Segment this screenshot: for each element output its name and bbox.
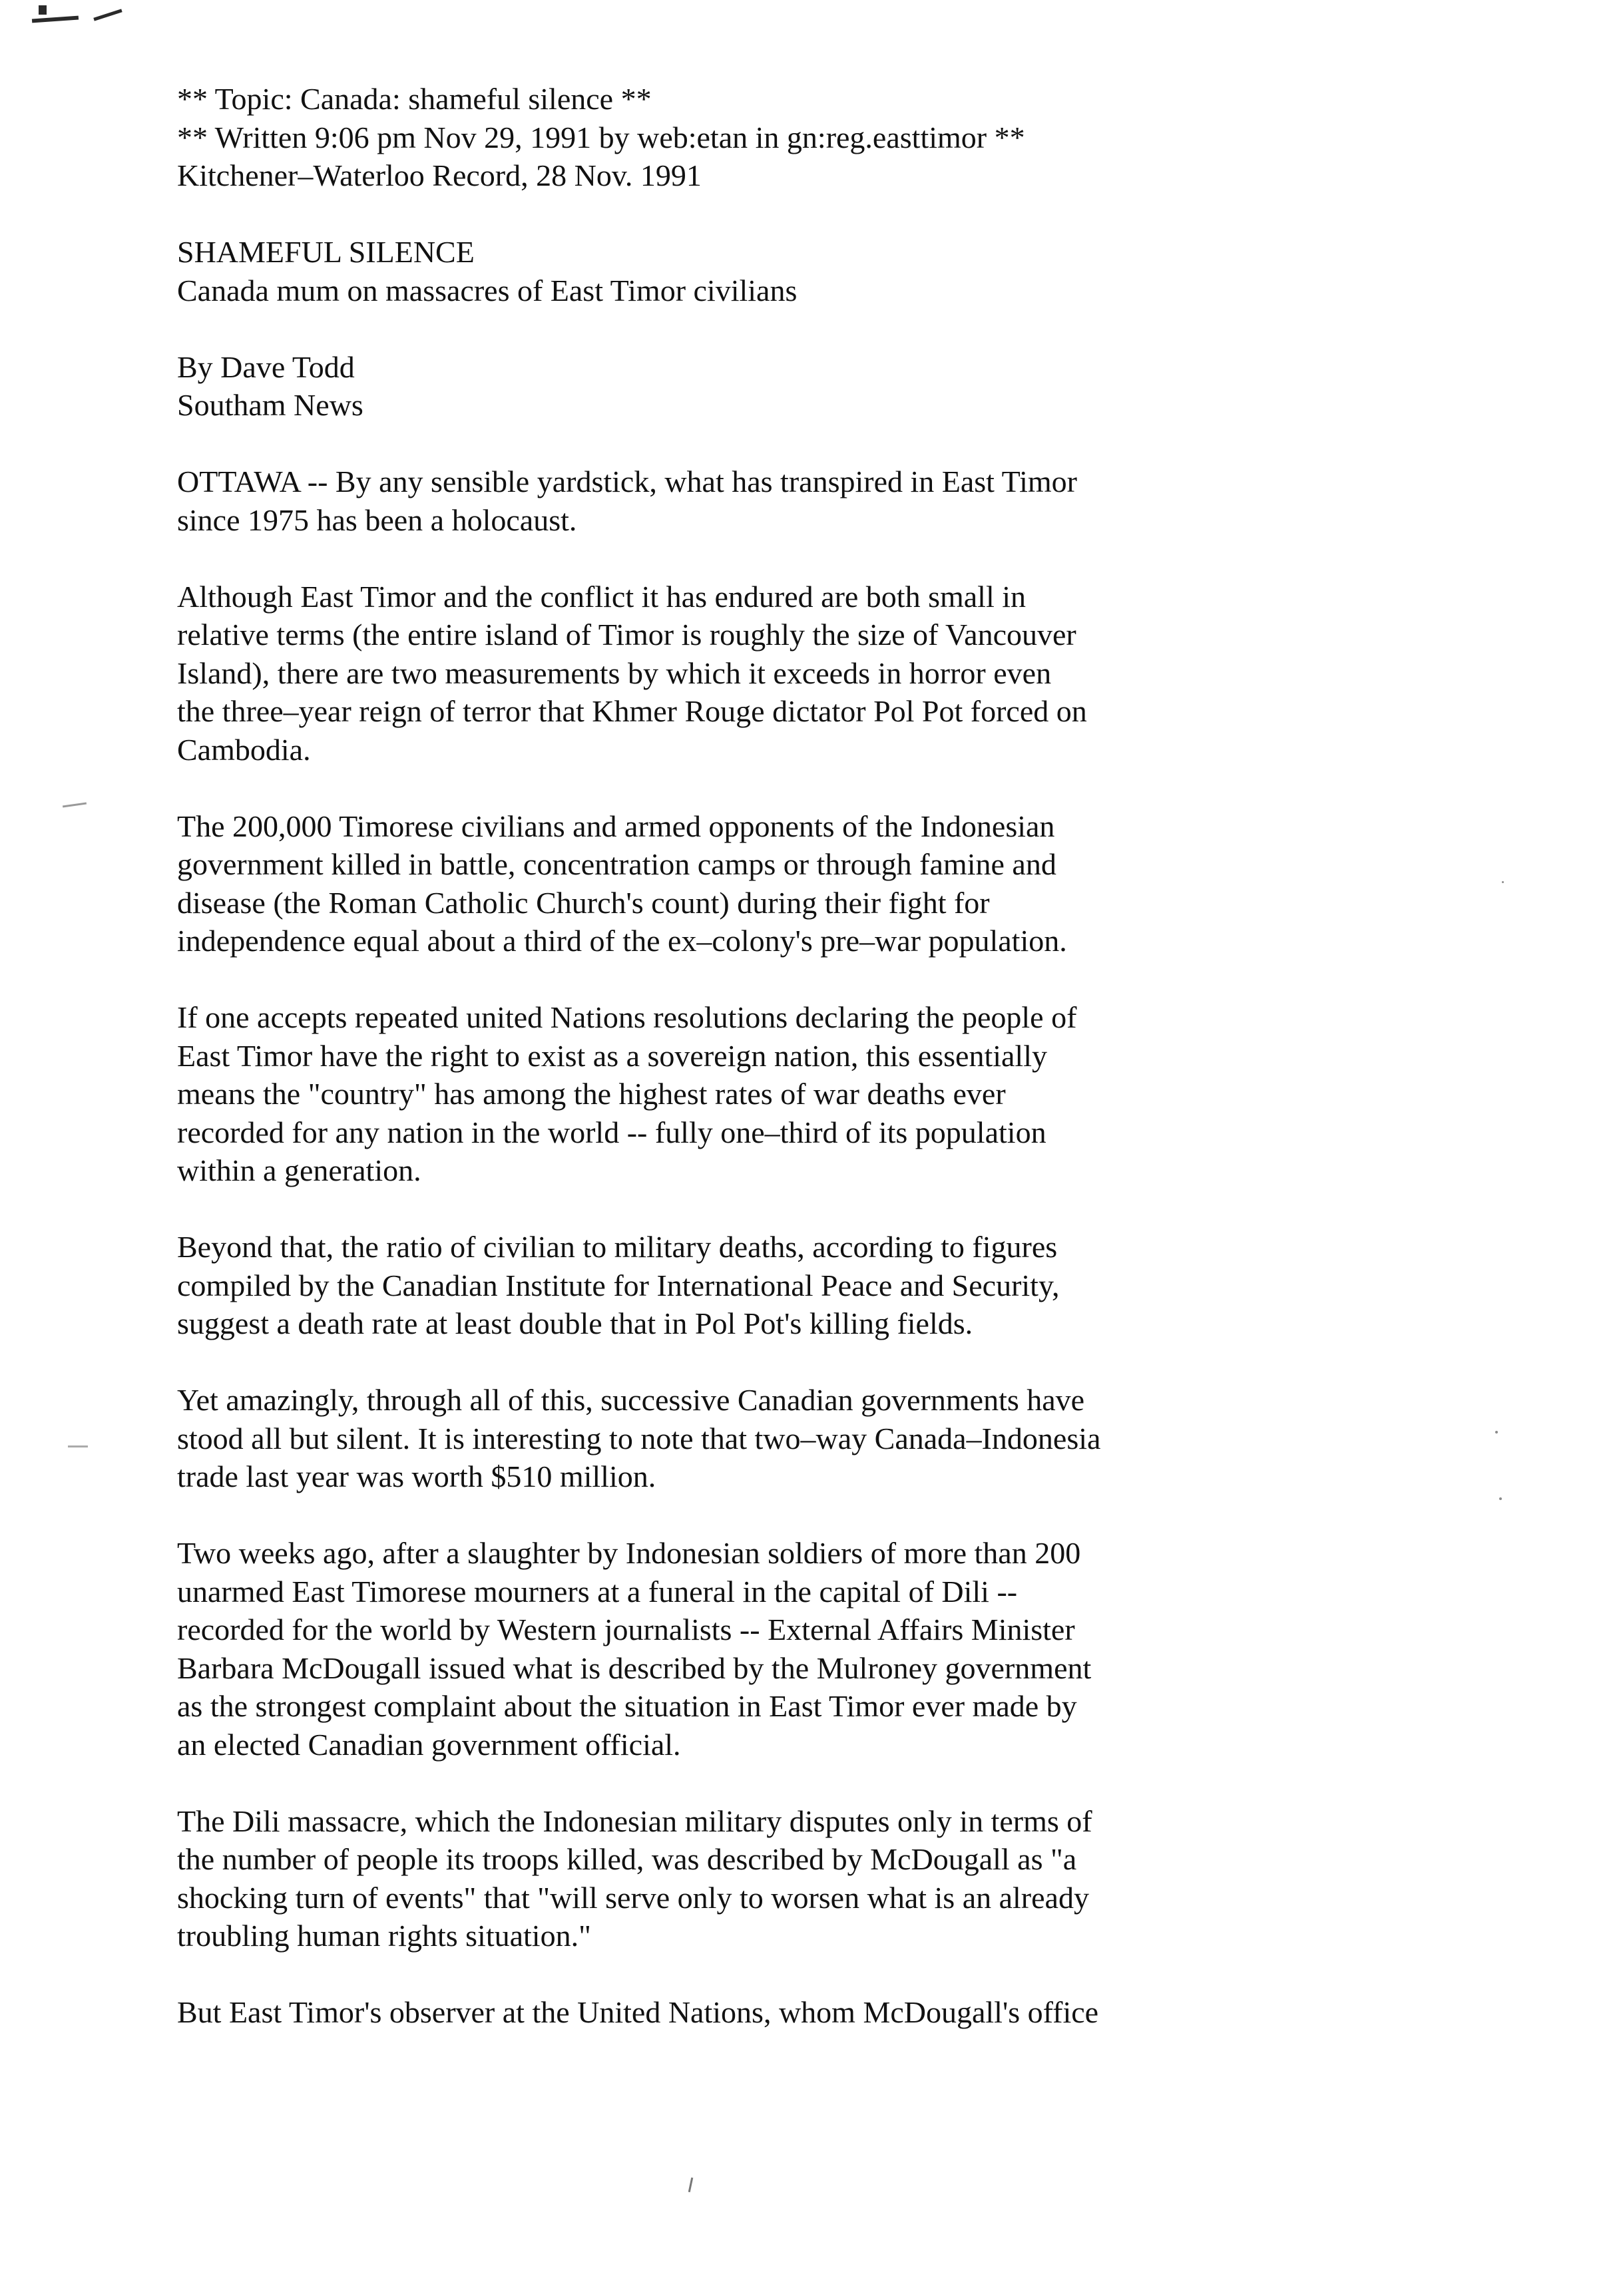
scan-mark-top-left <box>32 16 79 23</box>
paragraph-line: unarmed East Timorese mourners at a funeral in the capital of Dili -- <box>177 1574 1018 1609</box>
paragraph-line: the number of people its troops killed, was described by McDougall as "a <box>177 1842 1077 1876</box>
margin-tick-1 <box>63 803 87 808</box>
paragraph-5 <box>177 1228 1442 1343</box>
paragraph-line: The Dili massacre, which the Indonesian military disputes only in terms of <box>177 1804 1092 1838</box>
paragraph-line: compiled by the Canadian Institute for International Peace and Security, <box>177 1268 1060 1302</box>
scan-mark-top-left-3 <box>39 5 47 15</box>
paragraph-line: within a generation. <box>177 1153 421 1187</box>
scan-mark-bottom <box>688 2178 694 2192</box>
paragraph-line: OTTAWA -- By any sensible yardstick, what has transpired in East Timor <box>177 465 1077 498</box>
paragraph-1 <box>177 463 1442 539</box>
topic-line: ** Topic: Canada: shameful silence ** <box>177 82 652 116</box>
paragraph-line: Cambodia. <box>177 732 311 767</box>
author: By Dave Todd <box>177 349 355 384</box>
paragraph-line: But East Timor's observer at the United Nations, whom McDougall's office <box>177 1995 1099 2029</box>
paragraph-4 <box>177 998 1442 1190</box>
paragraph-line: an elected Canadian government official. <box>177 1727 681 1762</box>
paragraph-8 <box>177 1802 1442 1955</box>
paragraph-line: suggest a death rate at least double that in Pol Pot's killing fields. <box>177 1306 973 1340</box>
paragraph-3 <box>177 807 1442 960</box>
source-line: Kitchener–Waterloo Record, 28 Nov. 1991 <box>177 158 702 192</box>
paragraph-line: recorded for any nation in the world -- fully one–third of its population <box>177 1115 1046 1149</box>
subheadline: Canada mum on massacres of East Timor civilians <box>177 273 798 307</box>
scan-mark-top-left-2 <box>93 9 122 21</box>
news-agency: Southam News <box>177 388 363 422</box>
paragraph-9 <box>177 1993 1442 2032</box>
paragraph-line: troubling human rights situation." <box>177 1919 591 1953</box>
paragraph-line: independence equal about a third of the ex–colony's pre–war population. <box>177 924 1067 958</box>
paragraph-line: Barbara McDougall issued what is described by the Mulroney government <box>177 1650 1092 1685</box>
headline: SHAMEFUL SILENCE <box>177 235 475 269</box>
paragraph-line: Yet amazingly, through all of this, successive Canadian governments have <box>177 1383 1085 1417</box>
paragraph-line: Two weeks ago, after a slaughter by Indonesian soldiers of more than 200 <box>177 1536 1081 1570</box>
byline-block <box>177 348 1442 425</box>
paragraph-line: means the "country" has among the highest rates of war deaths ever <box>177 1077 1006 1111</box>
paragraph-line: government killed in battle, concentration camps or through famine and <box>177 847 1056 881</box>
written-line: ** Written 9:06 pm Nov 29, 1991 by web:etan in gn:reg.easttimor ** <box>177 120 1025 154</box>
paragraph-6 <box>177 1381 1442 1496</box>
paragraph-line: The 200,000 Timorese civilians and armed opponents of the Indonesian <box>177 809 1055 843</box>
paragraph-line: shocking turn of events" that "will serve only to worsen what is an already <box>177 1880 1089 1915</box>
paragraph-line: Island), there are two measurements by which it exceeds in horror even <box>177 656 1052 690</box>
scan-dot-right-2 <box>1499 1497 1502 1500</box>
paragraph-line: trade last year was worth $510 million. <box>177 1459 656 1493</box>
paragraph-line: recorded for the world by Western journalists -- External Affairs Minister <box>177 1613 1075 1646</box>
scan-dot-right-3 <box>1502 881 1504 883</box>
paragraph-line: since 1975 has been a holocaust. <box>177 502 577 537</box>
paragraph-line: East Timor have the right to exist as a sovereign nation, this essentially <box>177 1038 1047 1073</box>
paragraph-2 <box>177 578 1442 769</box>
paragraph-line: If one accepts repeated united Nations resolutions declaring the people of <box>177 1000 1077 1034</box>
paragraph-line: the three–year reign of terror that Khmer Rouge dictator Pol Pot forced on <box>177 694 1087 728</box>
usenet-header <box>177 80 1442 195</box>
paragraph-line: relative terms (the entire island of Timor is roughly the size of Vancouver <box>177 618 1076 652</box>
paragraph-line: Although East Timor and the conflict it has endured are both small in <box>177 579 1027 614</box>
scan-dot-right-1 <box>1495 1431 1498 1434</box>
headline-block <box>177 233 1442 309</box>
paragraph-line: as the strongest complaint about the situation in East Timor ever made by <box>177 1689 1077 1723</box>
paragraph-7 <box>177 1534 1442 1764</box>
paragraph-line: stood all but silent. It is interesting to note that two–way Canada–Indonesia <box>177 1421 1101 1455</box>
margin-tick-2 <box>68 1445 88 1447</box>
paragraph-line: disease (the Roman Catholic Church's count) during their fight for <box>177 885 990 920</box>
document-page <box>177 80 1442 2070</box>
paragraph-line: Beyond that, the ratio of civilian to military deaths, according to figures <box>177 1230 1058 1264</box>
